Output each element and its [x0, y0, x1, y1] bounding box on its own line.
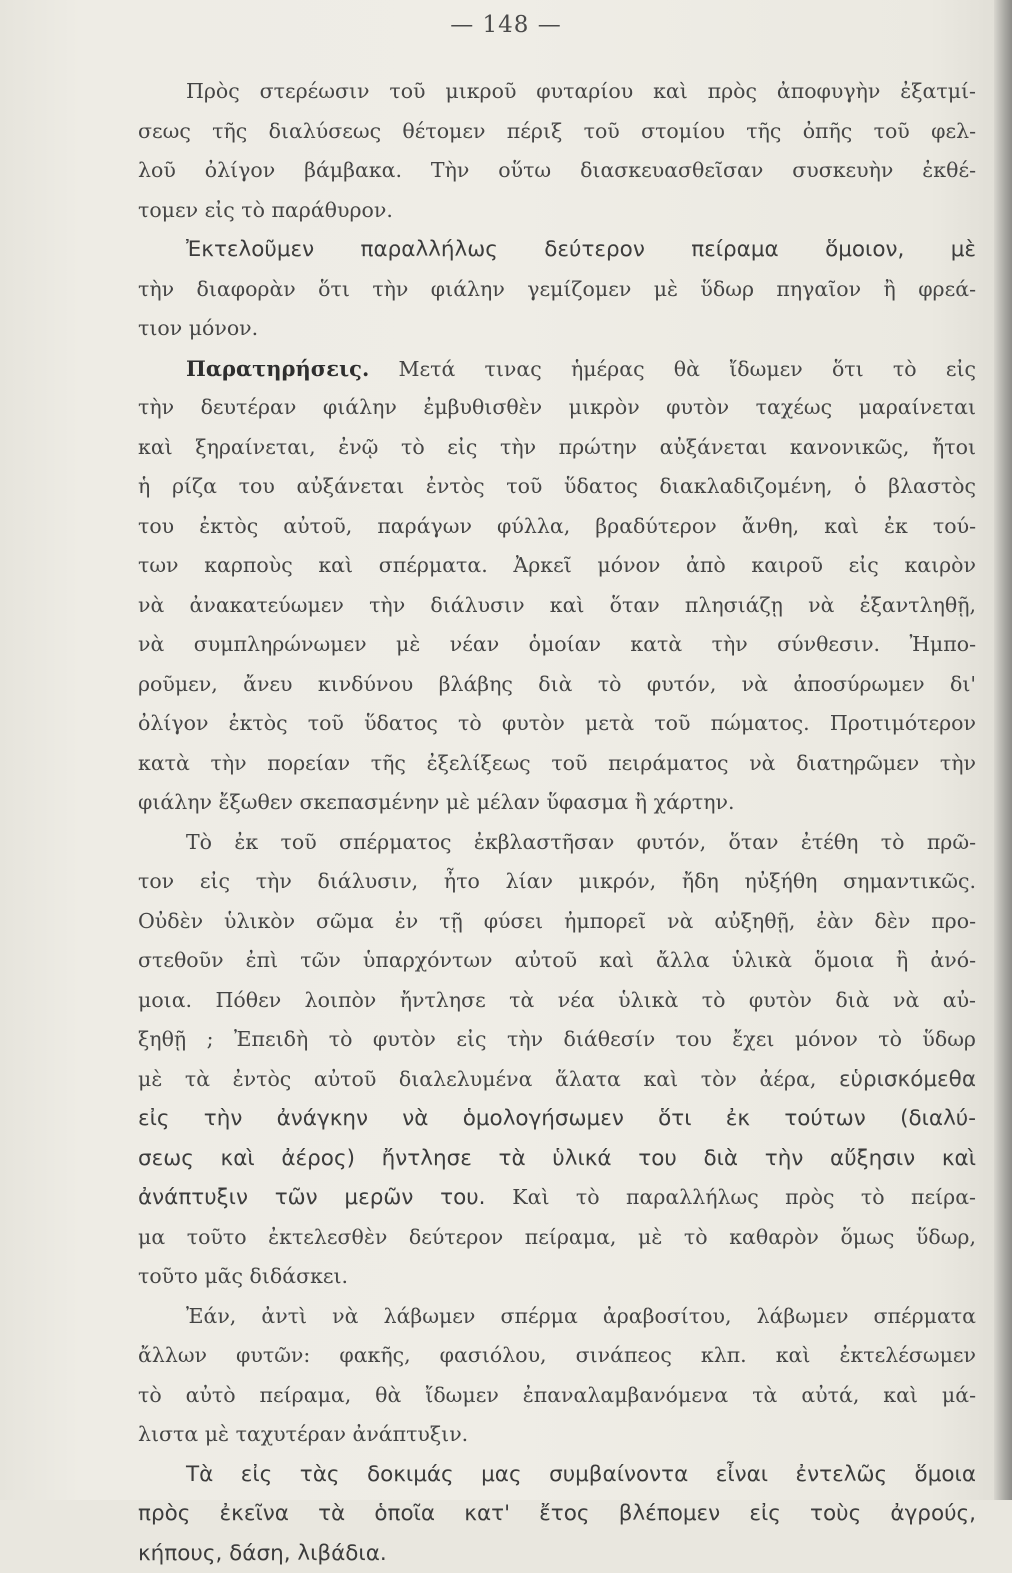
text-run: Καὶ τὸ παραλλήλως πρὸς τὸ πείρα- [512, 1185, 976, 1209]
text-run: ἀνάπτυξιν τῶν μερῶν του. [138, 1185, 486, 1210]
text-line: τιον μόνον. [138, 309, 976, 349]
text-line: τοῦτο μᾶς διδάσκει. [138, 1257, 976, 1297]
text-line: των καρποὺς καὶ σπέρματα. Ἀρκεῖ μόνον ἀπὸ καιροῦ εἰς καιρὸν [138, 546, 976, 586]
text-line: λιστα μὲ ταχυτέραν ἀνάπτυξιν. [138, 1415, 976, 1455]
paragraph-4 [138, 823, 976, 1060]
text-line: ξηθῇ ; Ἐπειδὴ τὸ φυτὸν εἰς τὴν διάθεσίν του ἔχει μόνον τὸ ὕδωρ [138, 1020, 976, 1060]
text-line: σεως καὶ ἀέρος) ἤντλησε τὰ ὑλικά του διὰ τὴν αὔξησιν καὶ [138, 1139, 976, 1179]
paragraph-5 [138, 1297, 976, 1455]
page-number: — 148 — [0, 12, 1012, 38]
text-line: στεθοῦν ἐπὶ τῶν ὑπαρχόντων αὐτοῦ καὶ ἄλλα ὑλικὰ ὅμοια ἢ ἀνό- [138, 941, 976, 981]
text-line: σεως τῆς διαλύσεως θέτομεν πέριξ τοῦ στομίου τῆς ὀπῆς τοῦ φελ- [138, 112, 976, 152]
section-heading: Παρατηρήσεις. [186, 356, 369, 381]
body-text [138, 72, 976, 1573]
text-line: κήπους, δάση, λιβάδια. [138, 1534, 976, 1573]
text-line: μα τοῦτο ἐκτελεσθὲν δεύτερον πείραμα, μὲ τὸ καθαρὸν ὅμως ὕδωρ, [138, 1218, 976, 1258]
text-line [138, 349, 976, 389]
text-line: Οὐδὲν ὑλικὸν σῶμα ἐν τῇ φύσει ἠμπορεῖ νὰ αὐξηθῇ, ἐὰν δὲν προ- [138, 902, 976, 942]
text-line [138, 1178, 976, 1218]
text-line: τὴν δευτέραν φιάλην ἐμβυθισθὲν μικρὸν φυτὸν ταχέως μαραίνεται [138, 388, 976, 428]
paragraph-1 [138, 72, 976, 230]
text-line [138, 1060, 976, 1100]
text-line: τὴν διαφορὰν ὅτι τὴν φιάλην γεμίζομεν μὲ ὕδωρ πηγαῖον ἢ φρεά- [138, 270, 976, 310]
text-line: τον εἰς τὴν διάλυσιν, ἦτο λίαν μικρόν, ἤδη ηὐξήθη σημαντικῶς. [138, 862, 976, 902]
text-line: εἰς τὴν ἀνάγκην νὰ ὁμολογήσωμεν ὅτι ἐκ τούτων (διαλύ- [138, 1099, 976, 1139]
text-line: του ἐκτὸς αὐτοῦ, παράγων φύλλα, βραδύτερον ἄνθη, καὶ ἐκ τού- [138, 507, 976, 547]
paragraph-observations [138, 349, 976, 823]
text-line: Πρὸς στερέωσιν τοῦ μικροῦ φυταρίου καὶ πρὸς ἀποφυγὴν ἐξατμί- [138, 72, 976, 112]
text-line: ἡ ρίζα του αὐξάνεται ἐντὸς τοῦ ὕδατος διακλαδιζομένη, ὁ βλαστὸς [138, 467, 976, 507]
text-line: νὰ συμπληρώνωμεν μὲ νέαν ὁμοίαν κατὰ τὴν σύνθεσιν. Ἠμπο- [138, 625, 976, 665]
text-line: κατὰ τὴν πορείαν τῆς ἐξελίξεως τοῦ πειράματος νὰ διατηρῶμεν τὴν [138, 744, 976, 784]
text-line: πρὸς ἐκεῖνα τὰ ὁποῖα κατ' ἔτος βλέπομεν εἰς τοὺς ἀγρούς, [138, 1494, 976, 1534]
text-line: καὶ ξηραίνεται, ἐνῷ τὸ εἰς τὴν πρώτην αὐξάνεται κανονικῶς, ἤτοι [138, 428, 976, 468]
text-line: τὸ αὐτὸ πείραμα, θὰ ἴδωμεν ἐπαναλαμβανόμενα τὰ αὐτά, καὶ μά- [138, 1376, 976, 1416]
text-line: ροῦμεν, ἄνευ κινδύνου βλάβης διὰ τὸ φυτόν, νὰ ἀποσύρωμεν δι' [138, 665, 976, 705]
text-line: Τὰ εἰς τὰς δοκιμάς μας συμβαίνοντα εἶναι ἐντελῶς ὅμοια [138, 1455, 976, 1495]
text-line: Ἐάν, ἀντὶ νὰ λάβωμεν σπέρμα ἀραβοσίτου, λάβωμεν σπέρματα [138, 1297, 976, 1337]
text-line: λοῦ ὀλίγον βάμβακα. Τὴν οὕτω διασκευασθεῖσαν συσκευὴν ἐκθέ- [138, 151, 976, 191]
text-line: Τὸ ἐκ τοῦ σπέρματος ἐκβλαστῆσαν φυτόν, ὅταν ἐτέθη τὸ πρῶ- [138, 823, 976, 863]
paragraph-2 [138, 230, 976, 349]
text-line: ὀλίγον ἐκτὸς τοῦ ὕδατος τὸ φυτὸν μετὰ τοῦ πώματος. Προτιμότερον [138, 704, 976, 744]
page-edge-shadow [994, 0, 1012, 1500]
text-line: ἄλλων φυτῶν: φακῆς, φασιόλου, σινάπεος κλπ. καὶ ἐκτελέσωμεν [138, 1336, 976, 1376]
text-run: μὲ τὰ ἐντὸς αὐτοῦ διαλελυμένα ἅλατα καὶ τὸν ἀέρα, [138, 1067, 816, 1091]
paragraph-6 [138, 1455, 976, 1573]
text-run: Μετά τινας ἡμέρας θὰ ἴδωμεν ὅτι τὸ εἰς [399, 357, 976, 381]
text-line: νὰ ἀνακατεύωμεν τὴν διάλυσιν καὶ ὅταν πλησιάζῃ νὰ ἐξαντληθῇ, [138, 586, 976, 626]
paragraph-4-continued [138, 1060, 976, 1297]
text-line: Ἐκτελοῦμεν παραλλήλως δεύτερον πείραμα ὅμοιον, μὲ [138, 230, 976, 270]
text-line: μοια. Πόθεν λοιπὸν ἤντλησε τὰ νέα ὑλικὰ τὸ φυτὸν διὰ νὰ αὐ- [138, 981, 976, 1021]
text-line: φιάλην ἔξωθεν σκεπασμένην μὲ μέλαν ὕφασμα ἢ χάρτην. [138, 783, 976, 823]
text-run: εὑρισκόμεθα [839, 1067, 976, 1092]
text-line: τομεν εἰς τὸ παράθυρον. [138, 191, 976, 231]
